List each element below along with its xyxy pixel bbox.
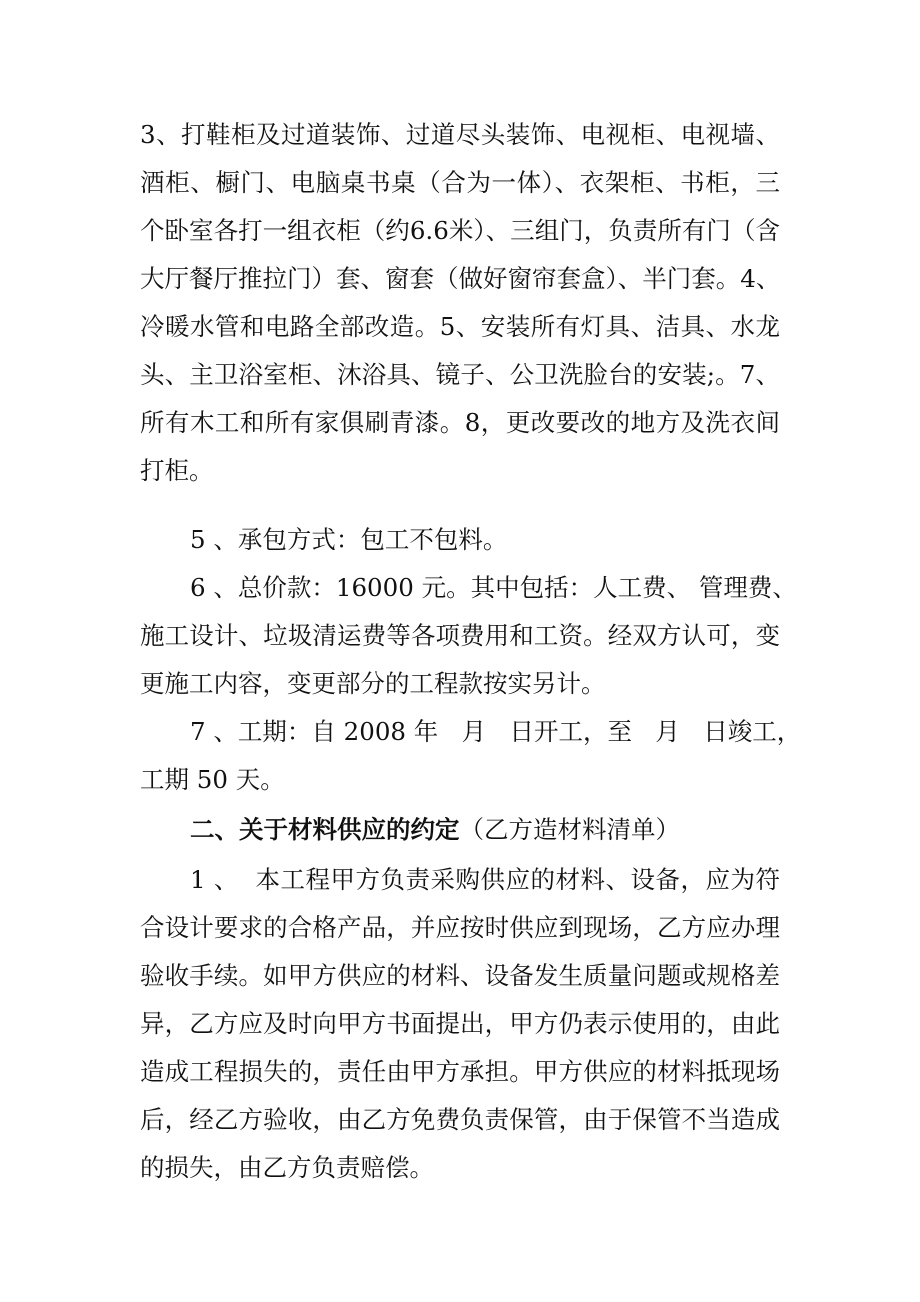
paragraph-line: 7 、工期：自 2008 年 月 日开工，至 月 日竣工，: [190, 717, 802, 746]
paragraph-item-6: [140, 564, 797, 708]
paragraph-line: 酒柜、橱门、电脑桌书桌（合为一体）、衣架柜、书柜，三: [140, 168, 780, 197]
paragraph-line: 6 、总价款：16000 元。其中包括：人工费、 管理费、: [190, 573, 797, 602]
paragraph-line: 个卧室各打一组衣柜（约6.6米）、三组门，负责所有门（含: [140, 216, 780, 245]
paragraph-line: 后，经乙方验收，由乙方免费负责保管，由于保管不当造成: [140, 1105, 780, 1134]
paragraph-line: 验收手续。如甲方供应的材料、设备发生质量问题或规格差: [140, 961, 780, 990]
paragraph-line: 头、主卫浴室柜、沐浴具、镜子、公卫洗脸台的安装;。7、: [140, 360, 780, 389]
paragraph-line: 的损失，由乙方负责赔偿。: [140, 1153, 434, 1182]
paragraph-materials-1: [140, 856, 780, 1192]
paragraph-section-3: [140, 111, 780, 495]
heading-line: [140, 806, 780, 854]
paragraph-line: 大厅餐厅推拉门）套、窗套（做好窗帘套盒）、半门套。4、: [140, 264, 781, 293]
paragraph-line: 5 、承包方式：包工不包料。: [190, 525, 508, 554]
heading-bold-text: 二、关于材料供应的约定: [190, 815, 460, 844]
paragraph-line: 冷暖水管和电路全部改造。5、安装所有灯具、洁具、水龙: [140, 312, 780, 341]
paragraph-item-7: [140, 708, 802, 804]
paragraph-line: 所有木工和所有家俱刷青漆。8，更改要改的地方及洗衣间: [140, 408, 780, 437]
paragraph-line: 更施工内容，变更部分的工程款按实另计。: [140, 669, 606, 698]
paragraph-line: 工期 50 天。: [140, 765, 285, 794]
paragraph-line: 施工设计、垃圾清运费等各项费用和工资。经双方认可，变: [140, 621, 780, 650]
paragraph-line: 1 、 本工程甲方负责采购供应的材料、设备，应为符: [190, 865, 780, 894]
paragraph-item-5: [140, 516, 780, 564]
paragraph-line: 异，乙方应及时向甲方书面提出，甲方仍表示使用的，由此: [140, 1009, 780, 1038]
paragraph-line: 打柜。: [140, 456, 214, 485]
paragraph-line: 3、打鞋柜及过道装饰、过道尽头装饰、电视柜、电视墙、: [140, 120, 780, 149]
paragraph-line: 造成工程损失的，责任由甲方承担。甲方供应的材料抵现场: [140, 1057, 780, 1086]
heading-note-text: （乙方造材料清单）: [459, 815, 680, 844]
section-heading-2: [140, 806, 780, 854]
paragraph-line: 合设计要求的合格产品，并应按时供应到现场，乙方应办理: [140, 913, 780, 942]
